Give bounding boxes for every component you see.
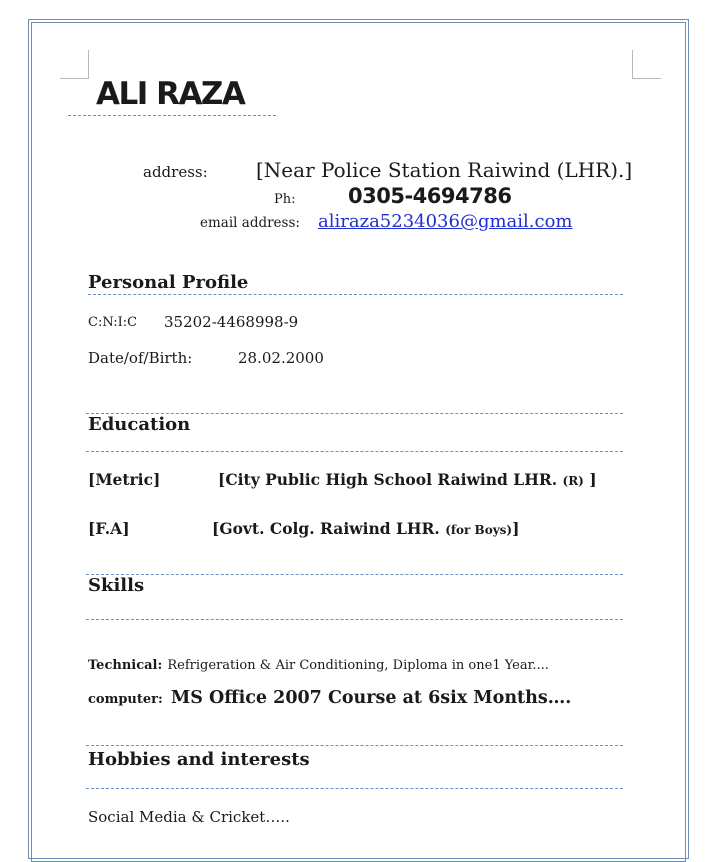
- section-title-education: Education: [88, 414, 191, 435]
- section-rule: [88, 294, 623, 295]
- institution-close-bracket: ]: [589, 470, 597, 489]
- technical-value: Refrigeration & Air Conditioning, Diploma in one1 Year....: [167, 658, 549, 673]
- section-title-personal-profile: Personal Profile: [88, 272, 249, 293]
- education-level-fa: [F.A]: [88, 519, 130, 538]
- institution-name: [Govt. Colg. Raiwind LHR.: [212, 519, 440, 538]
- hobbies-text: Social Media & Cricket…..: [88, 808, 290, 826]
- phone-label: Ph:: [274, 192, 296, 207]
- section-title-hobbies: Hobbies and interests: [88, 749, 310, 770]
- section-rule: [86, 451, 623, 452]
- education-institution-fa: [212, 519, 519, 538]
- address-value: [Near Police Station Raiwind (LHR).]: [256, 158, 633, 182]
- section-rule: [86, 745, 623, 746]
- dob-value: 28.02.2000: [238, 349, 324, 367]
- section-title-skills: Skills: [88, 575, 145, 596]
- computer-skill-row: [88, 688, 571, 708]
- section-rule: [86, 788, 623, 789]
- margin-corner-top-left: [60, 50, 89, 79]
- page-border-inner: [31, 22, 686, 862]
- resume-name: ALI RAZA: [96, 76, 245, 112]
- institution-name: [City Public High School Raiwind LHR.: [218, 470, 558, 489]
- section-rule: [86, 619, 623, 620]
- dob-label: Date/of/Birth:: [88, 349, 193, 367]
- section-rule: [86, 574, 623, 575]
- address-label: address:: [143, 163, 208, 181]
- phone-value: 0305-4694786: [348, 184, 512, 208]
- cnic-label: C:N:I:C: [88, 315, 138, 330]
- email-link[interactable]: aliraza5234036@gmail.com: [318, 211, 573, 232]
- computer-value: MS Office 2007 Course at 6six Months….: [170, 688, 572, 708]
- name-underline: [68, 115, 276, 116]
- institution-note: (R): [562, 474, 584, 488]
- institution-close-bracket: ]: [512, 519, 520, 538]
- computer-label: computer:: [88, 692, 163, 707]
- technical-label: Technical:: [88, 658, 163, 673]
- technical-skill-row: [88, 654, 549, 673]
- cnic-value: 35202-4468998-9: [164, 313, 299, 331]
- education-level-metric: [Metric]: [88, 470, 161, 489]
- institution-note: (for Boys): [445, 523, 513, 537]
- margin-corner-top-right: [632, 50, 661, 79]
- email-label: email address:: [200, 215, 300, 231]
- education-institution-metric: [218, 470, 597, 489]
